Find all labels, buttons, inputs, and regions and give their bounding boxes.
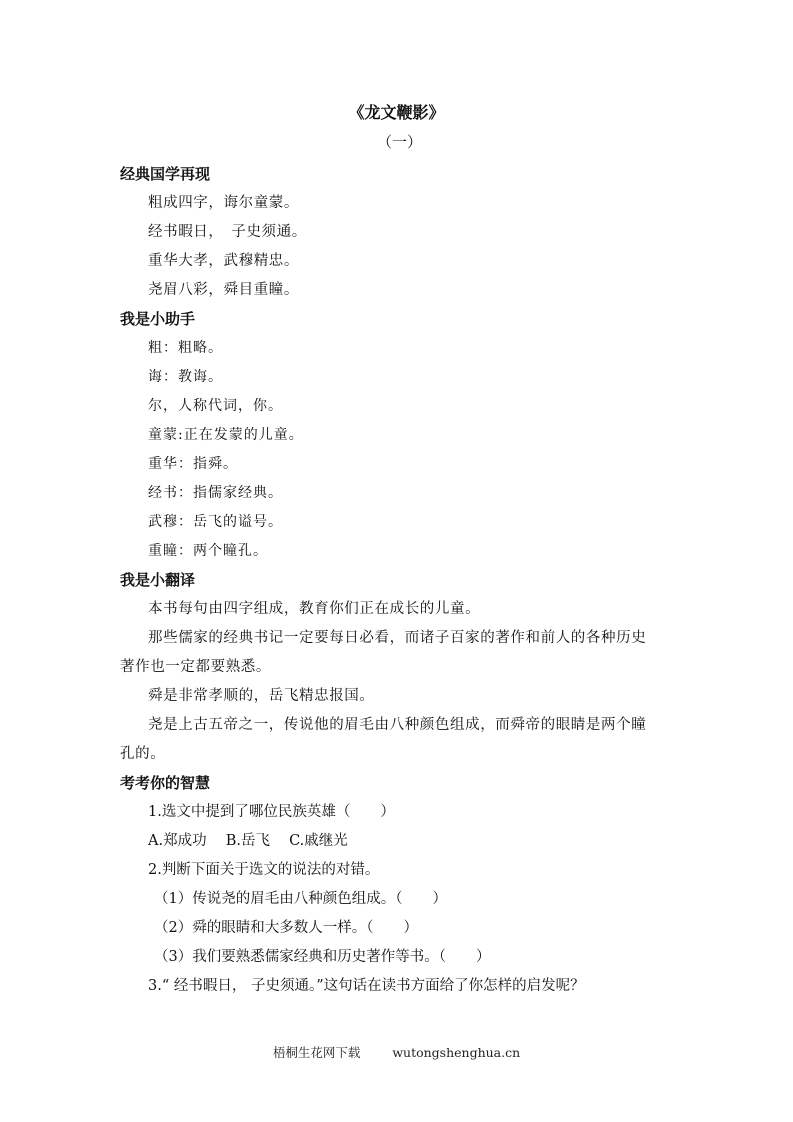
footer-site: wutongshenghua.cn: [392, 1045, 521, 1060]
statement-text: （3）我们要熟悉儒家经典和历史著作等书。（: [154, 949, 446, 965]
classic-line: 经书暇日， 子史须通。: [148, 224, 307, 240]
quiz-question-2-item: [120, 914, 676, 943]
statement-close: ）: [432, 891, 447, 907]
quiz-question-2-item: [120, 885, 676, 914]
translation-paragraph-continued: 著作也一定都要熟悉。: [120, 659, 271, 675]
glossary-item: 尔，人称代词，你。: [148, 398, 283, 414]
document-title: 《龙文鞭影》: [348, 103, 445, 122]
classic-line: 粗成四字，诲尔童蒙。: [148, 195, 299, 211]
document-body: [120, 160, 676, 1001]
quiz-question-2-item: [120, 943, 676, 972]
classic-line: 重华大孝，武穆精忠。: [148, 253, 299, 269]
glossary-item: 武穆：岳飞的谥号。: [148, 514, 283, 530]
translation-paragraph: 那些儒家的经典书记一定要每日必看，而诸子百家的著作和前人的各种历史: [148, 630, 647, 646]
glossary-item: 粗：粗略。: [148, 340, 223, 356]
section-heading-quiz: 考考你的智慧: [120, 774, 211, 792]
classic-line: 尧眉八彩，舜目重瞳。: [148, 282, 299, 298]
section-heading-translate: 我是小翻译: [120, 571, 196, 589]
glossary-item: 经书：指儒家经典。: [148, 485, 283, 501]
glossary-item: 诲：教诲。: [148, 369, 223, 385]
glossary-item: 童蒙:正在发蒙的儿童。: [148, 427, 304, 443]
translation-paragraph: 舜是非常孝顺的，岳飞精忠报国。: [148, 688, 375, 704]
document-subtitle: （一）: [376, 133, 422, 151]
question-text: 1.选文中提到了哪位民族英雄（: [148, 804, 351, 820]
question-close: ）: [380, 804, 395, 820]
translation-paragraph: 本书每句由四字组成，教育你们正在成长的儿童。: [148, 601, 481, 617]
quiz-question-1: [120, 798, 676, 827]
glossary-item: 重瞳：两个瞳孔。: [148, 543, 268, 559]
statement-text: （2）舜的眼睛和大多数人一样。（: [154, 920, 374, 936]
page-footer: [0, 1043, 793, 1061]
footer-source: 梧桐生花网下载: [272, 1045, 361, 1060]
statement-text: （1）传说尧的眉毛由八种颜色组成。（: [154, 891, 403, 907]
quiz-question-2: 2.判断下面关于选文的说法的对错。: [148, 862, 380, 878]
translation-paragraph: 尧是上古五帝之一，传说他的眉毛由八种颜色组成，而舜帝的眼睛是两个瞳: [148, 717, 647, 733]
quiz-question-1-options: A.郑成功 B.岳飞 C.戚继光: [148, 833, 348, 849]
quiz-question-3: 3.“ 经书暇日， 子史须通。”这句话在读书方面给了你怎样的启发呢？: [148, 978, 585, 994]
section-heading-helper: 我是小助手: [120, 310, 196, 328]
translation-paragraph-continued: 孔的。: [120, 746, 166, 762]
section-heading-classic: 经典国学再现: [120, 165, 211, 183]
statement-close: ）: [403, 920, 418, 936]
glossary-item: 重华：指舜。: [148, 456, 238, 472]
statement-close: ）: [475, 949, 491, 965]
